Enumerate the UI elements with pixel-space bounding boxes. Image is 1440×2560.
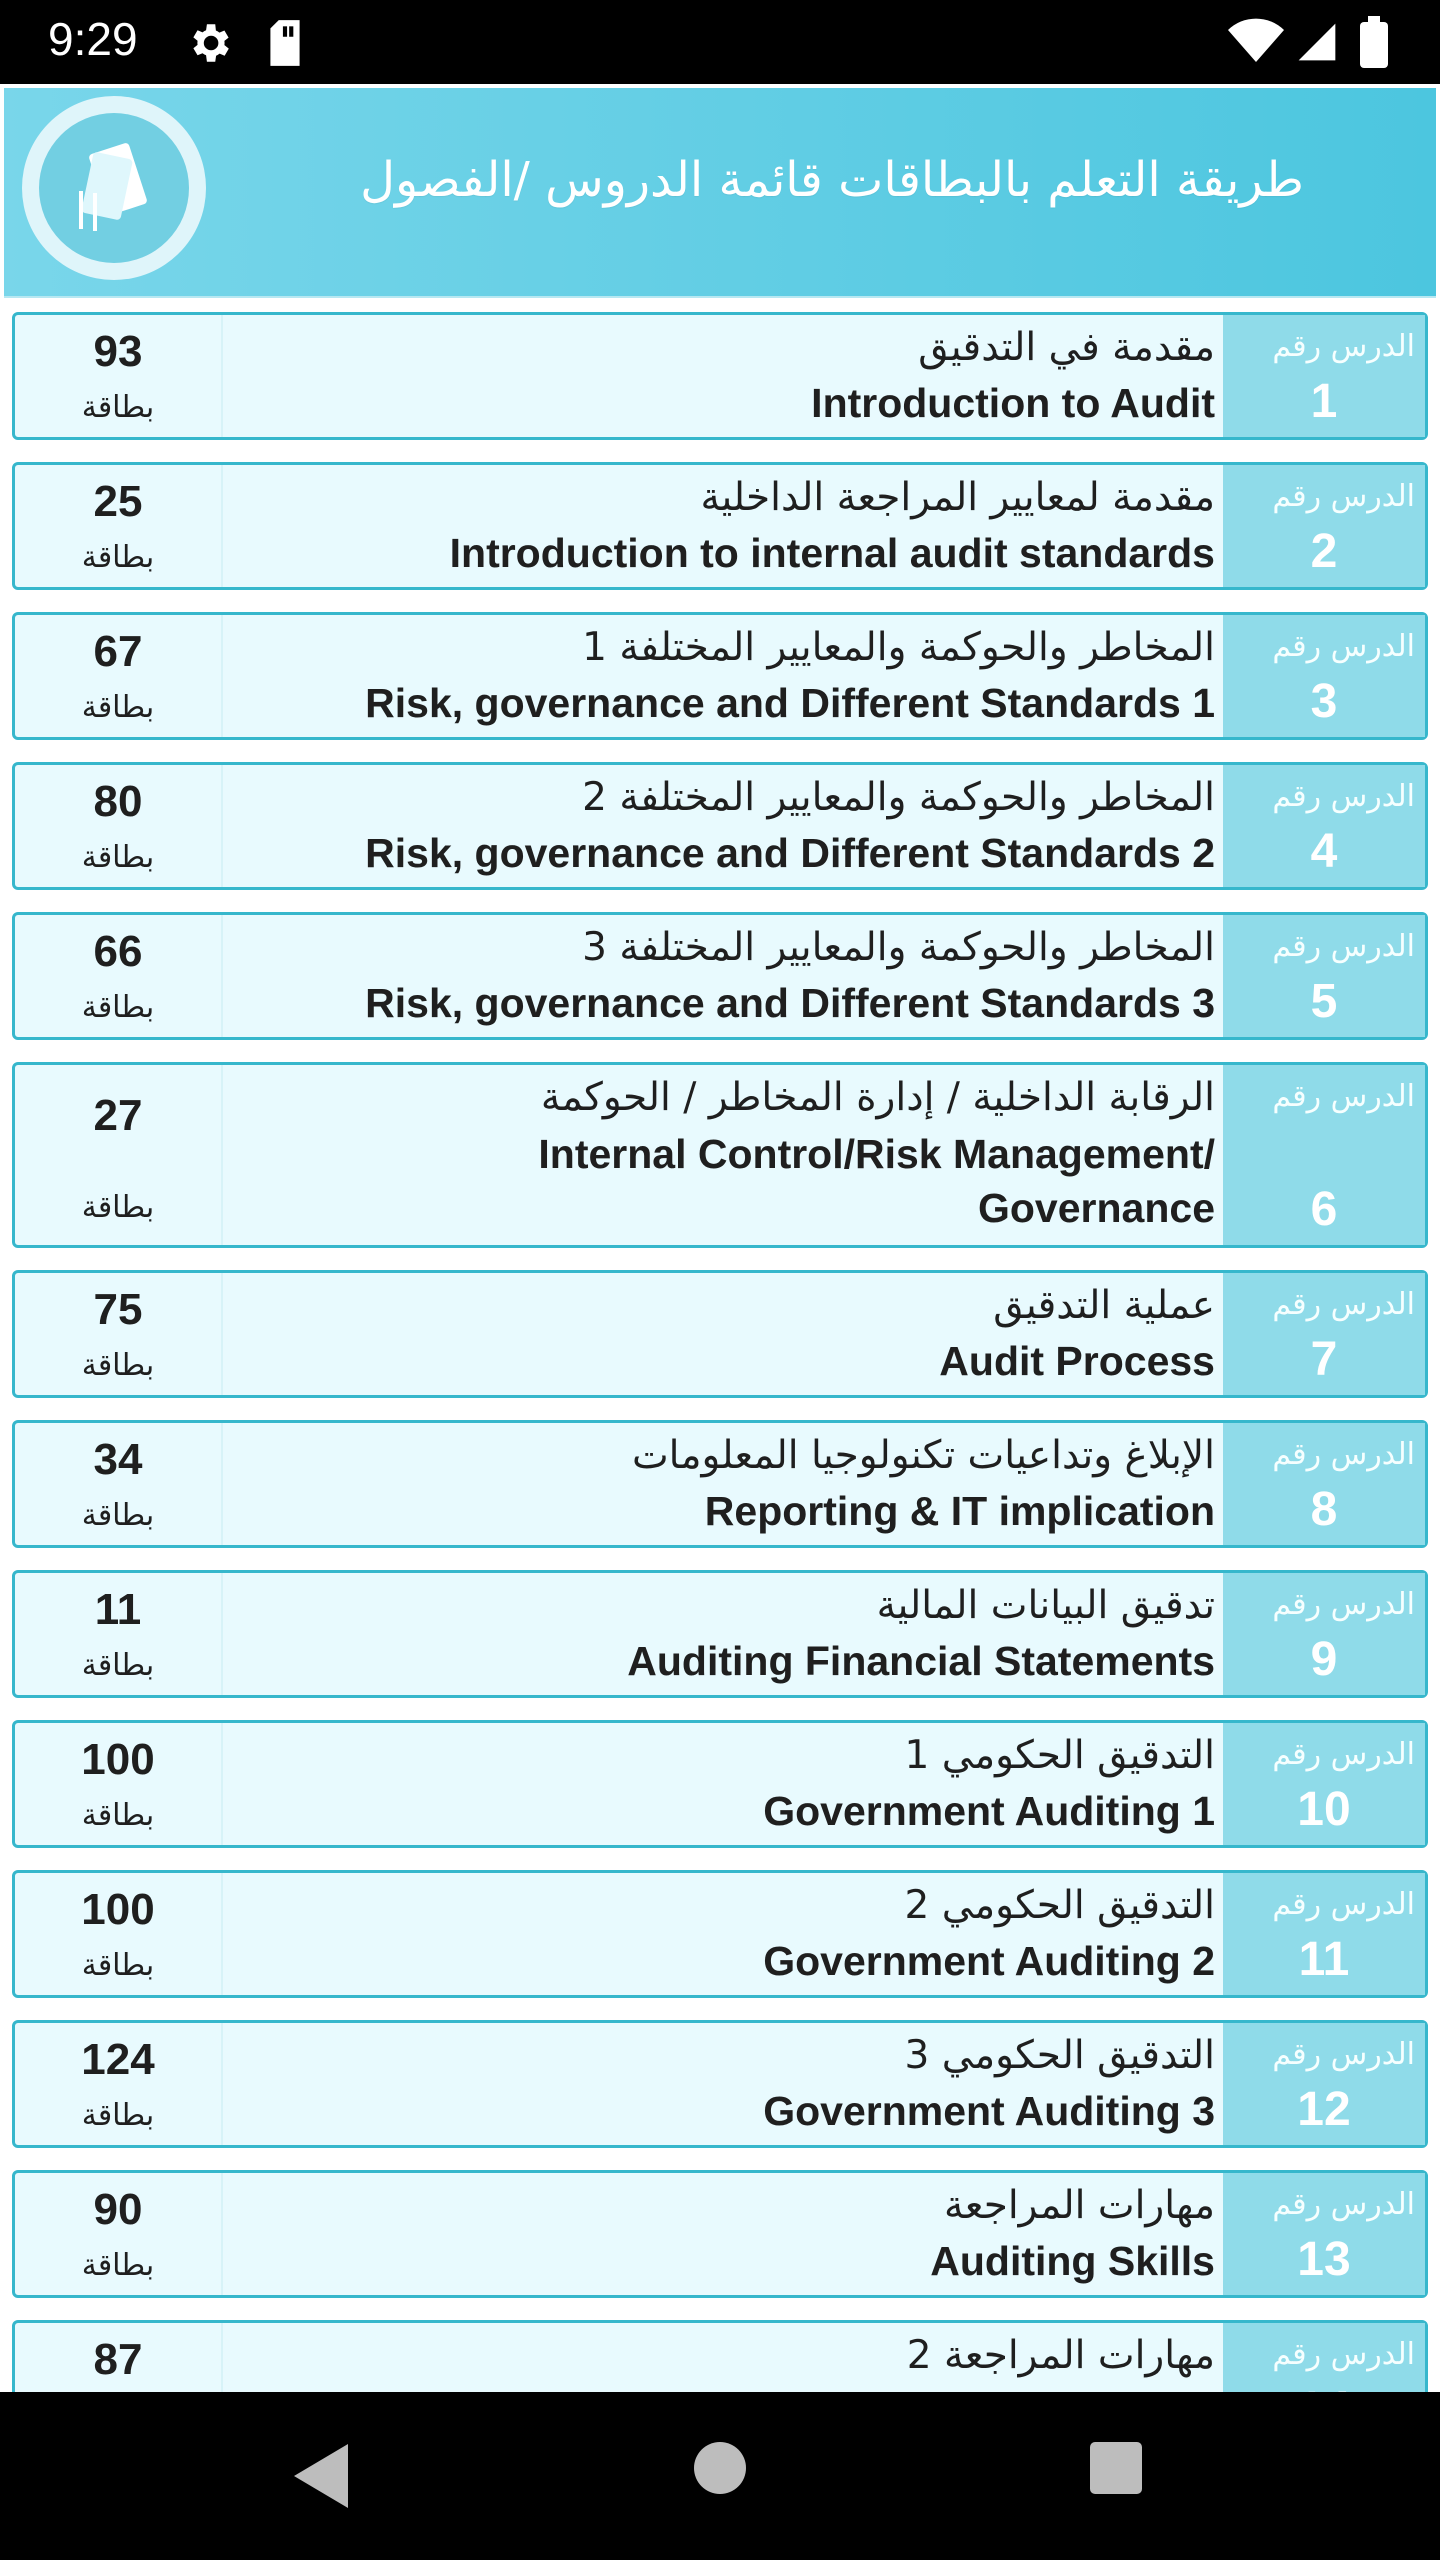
lesson-number-box (1223, 1573, 1425, 1695)
lesson-number-label: الدرس رقم (1272, 629, 1415, 664)
lesson-titles (223, 1573, 1223, 1695)
lesson-card-12[interactable] (12, 2020, 1428, 2148)
lesson-title-english: Government Auditing 2 (763, 1938, 1215, 1984)
card-count: 124 (81, 2035, 155, 2084)
card-count: 80 (93, 777, 143, 826)
lesson-card-3[interactable] (12, 612, 1428, 740)
page-title: طريقة التعلم بالبطاقات قائمة الدروس /الفصول (360, 152, 1304, 208)
lesson-number: 7 (1310, 1333, 1338, 1386)
lesson-list (12, 312, 1428, 2388)
lesson-number-box (1223, 2173, 1425, 2295)
card-count-label: بطاقة (81, 840, 155, 875)
lesson-title-arabic: التدقيق الحكومي 1 (904, 1733, 1215, 1778)
lesson-title-english: Introduction to internal audit standards (449, 530, 1215, 576)
lesson-title-english: Internal Control/Risk Management/ Governance (538, 1131, 1215, 1231)
lesson-titles (223, 315, 1223, 437)
card-count-label: بطاقة (81, 390, 155, 425)
card-count-label: بطاقة (81, 1498, 155, 1533)
lesson-title-arabic: التدقيق الحكومي 2 (904, 1883, 1215, 1928)
lesson-number: 12 (1297, 2083, 1351, 2136)
lesson-number-box (1223, 315, 1425, 437)
lesson-card-4[interactable] (12, 762, 1428, 890)
lesson-number-label: الدرس رقم (1272, 1887, 1415, 1922)
lesson-number-box (1223, 1065, 1425, 1245)
lesson-titles (223, 1273, 1223, 1395)
lesson-titles (223, 915, 1223, 1037)
lesson-number: 1 (1310, 375, 1338, 428)
lesson-card-5[interactable] (12, 912, 1428, 1040)
flashcard-count (15, 1065, 223, 1245)
lesson-title-arabic: مهارات المراجعة 2 (906, 2333, 1215, 2378)
lesson-title-english: Introduction to Audit (811, 380, 1215, 426)
lesson-number-label: الدرس رقم (1272, 1437, 1415, 1472)
lesson-title-arabic: عملية التدقيق (993, 1283, 1215, 1328)
lesson-titles (223, 465, 1223, 587)
card-count-label: بطاقة (81, 540, 155, 575)
lesson-title-english: Risk, governance and Different Standards 2 (365, 830, 1215, 876)
recents-icon[interactable] (1086, 2438, 1146, 2498)
card-count-label: بطاقة (81, 1948, 155, 1983)
lesson-title-arabic: التدقيق الحكومي 3 (904, 2033, 1215, 2078)
flashcard-count (15, 1723, 223, 1845)
lesson-titles (223, 2023, 1223, 2145)
status-time: 9:29 (48, 13, 138, 65)
lesson-titles (223, 1873, 1223, 1995)
lesson-title-english: Risk, governance and Different Standards 3 (365, 980, 1215, 1026)
lesson-card-11[interactable] (12, 1870, 1428, 1998)
lesson-number-box (1223, 1273, 1425, 1395)
card-count-label: بطاقة (81, 2098, 155, 2133)
lesson-number-box (1223, 1873, 1425, 1995)
card-count-label: بطاقة (81, 1798, 155, 1833)
card-count-label: بطاقة (81, 1348, 155, 1383)
lesson-title-arabic: الرقابة الداخلية / إدارة المخاطر / الحوكمة (540, 1075, 1215, 1120)
lesson-titles (223, 765, 1223, 887)
card-count-label: بطاقة (81, 1648, 155, 1683)
lesson-number: 5 (1310, 975, 1338, 1028)
card-count: 100 (81, 1735, 155, 1784)
lesson-number-label: الدرس رقم (1272, 779, 1415, 814)
lesson-card-1[interactable] (12, 312, 1428, 440)
lesson-title-arabic: المخاطر والحوكمة والمعايير المختلفة 3 (582, 925, 1215, 970)
lesson-number-box (1223, 615, 1425, 737)
lesson-titles (223, 2173, 1223, 2295)
lesson-number: 6 (1310, 1183, 1338, 1236)
lesson-number-box (1223, 1423, 1425, 1545)
lesson-title-english: Government Auditing 3 (763, 2088, 1215, 2134)
flashcard-count (15, 1573, 223, 1695)
sd-card-icon (266, 18, 304, 68)
lesson-title-english: Auditing Financial Statements (627, 1638, 1215, 1684)
card-count: 25 (93, 477, 143, 526)
lesson-title-english: Risk, governance and Different Standards 1 (365, 680, 1215, 726)
lesson-titles (223, 1065, 1223, 1245)
card-count: 87 (93, 2335, 143, 2384)
lesson-number-label: الدرس رقم (1272, 2187, 1415, 2222)
card-count: 27 (93, 1091, 143, 1140)
lesson-number-label: الدرس رقم (1272, 929, 1415, 964)
flashcard-count (15, 765, 223, 887)
card-count-label: بطاقة (81, 690, 155, 725)
lesson-titles (223, 1723, 1223, 1845)
lesson-titles (223, 1423, 1223, 1545)
card-count: 90 (93, 2185, 143, 2234)
flashcard-count (15, 1273, 223, 1395)
lesson-number-label: الدرس رقم (1272, 2337, 1415, 2372)
lesson-number: 2 (1310, 525, 1338, 578)
card-count-label: بطاقة (81, 1190, 155, 1225)
home-icon[interactable] (690, 2438, 750, 2498)
app-header (4, 88, 1436, 298)
lesson-number-box (1223, 1723, 1425, 1845)
battery-icon (1360, 16, 1388, 68)
lesson-number-box (1223, 765, 1425, 887)
status-bar (0, 0, 1440, 84)
lesson-title-english: Government Auditing 1 (763, 1788, 1215, 1834)
card-count: 75 (93, 1285, 143, 1334)
flashcard-count (15, 615, 223, 737)
lesson-number-label: الدرس رقم (1272, 1079, 1415, 1114)
lesson-number-box (1223, 2023, 1425, 2145)
gear-icon (184, 18, 234, 68)
lesson-number: 13 (1297, 2233, 1351, 2286)
lesson-card-7[interactable] (12, 1270, 1428, 1398)
flashcard-count (15, 2173, 223, 2295)
flashcard-count (15, 465, 223, 587)
card-count: 67 (93, 627, 143, 676)
lesson-number: 3 (1310, 675, 1338, 728)
lesson-card-8[interactable] (12, 1420, 1428, 1548)
lesson-titles (223, 615, 1223, 737)
lesson-number-label: الدرس رقم (1272, 329, 1415, 364)
lesson-title-arabic: مقدمة في التدقيق (918, 325, 1215, 370)
lesson-number: 9 (1310, 1633, 1338, 1686)
lesson-card-2[interactable] (12, 462, 1428, 590)
card-count: 100 (81, 1885, 155, 1934)
lesson-title-arabic: مقدمة لمعايير المراجعة الداخلية (700, 475, 1215, 520)
lesson-card-10[interactable] (12, 1720, 1428, 1848)
lesson-number-label: الدرس رقم (1272, 1737, 1415, 1772)
flashcard-count (15, 915, 223, 1037)
lesson-card-6[interactable] (12, 1062, 1428, 1248)
flashcard-count (15, 1423, 223, 1545)
wifi-icon (1228, 20, 1284, 64)
lesson-title-arabic: الإبلاغ وتداعيات تكنولوجيا المعلومات (631, 1433, 1215, 1478)
card-count: 11 (94, 1585, 142, 1634)
card-count: 93 (93, 327, 143, 376)
lesson-title-english: Reporting & IT implication (704, 1488, 1215, 1534)
lesson-title-arabic: المخاطر والحوكمة والمعايير المختلفة 1 (582, 625, 1215, 670)
flashcards-icon (39, 113, 189, 263)
lesson-title-english: Audit Process (939, 1338, 1215, 1384)
flashcard-count (15, 2023, 223, 2145)
lesson-number: 8 (1310, 1483, 1338, 1536)
navigation-bar (0, 2392, 1440, 2560)
lesson-number-box (1223, 465, 1425, 587)
lesson-number-box (1223, 915, 1425, 1037)
lesson-title-arabic: المخاطر والحوكمة والمعايير المختلفة 2 (582, 775, 1215, 820)
lesson-number-label: الدرس رقم (1272, 1287, 1415, 1322)
lesson-number: 4 (1310, 825, 1338, 878)
card-count: 34 (93, 1435, 143, 1484)
lesson-title-arabic: تدقيق البيانات المالية (876, 1583, 1215, 1628)
lesson-number: 11 (1298, 1933, 1350, 1986)
lesson-number: 10 (1297, 1783, 1351, 1836)
lesson-number-label: الدرس رقم (1272, 2037, 1415, 2072)
lesson-card-13[interactable] (12, 2170, 1428, 2298)
back-icon[interactable] (284, 2438, 354, 2514)
app-logo (22, 96, 206, 280)
lesson-card-9[interactable] (12, 1570, 1428, 1698)
flashcard-count (15, 1873, 223, 1995)
flashcard-count (15, 315, 223, 437)
card-count-label: بطاقة (81, 990, 155, 1025)
lesson-title-english: Auditing Skills (930, 2238, 1215, 2284)
card-count-label: بطاقة (81, 2248, 155, 2283)
lesson-number-label: الدرس رقم (1272, 1587, 1415, 1622)
signal-icon (1294, 20, 1340, 64)
lesson-number-label: الدرس رقم (1272, 479, 1415, 514)
card-count: 66 (93, 927, 143, 976)
lesson-title-arabic: مهارات المراجعة (944, 2183, 1215, 2228)
